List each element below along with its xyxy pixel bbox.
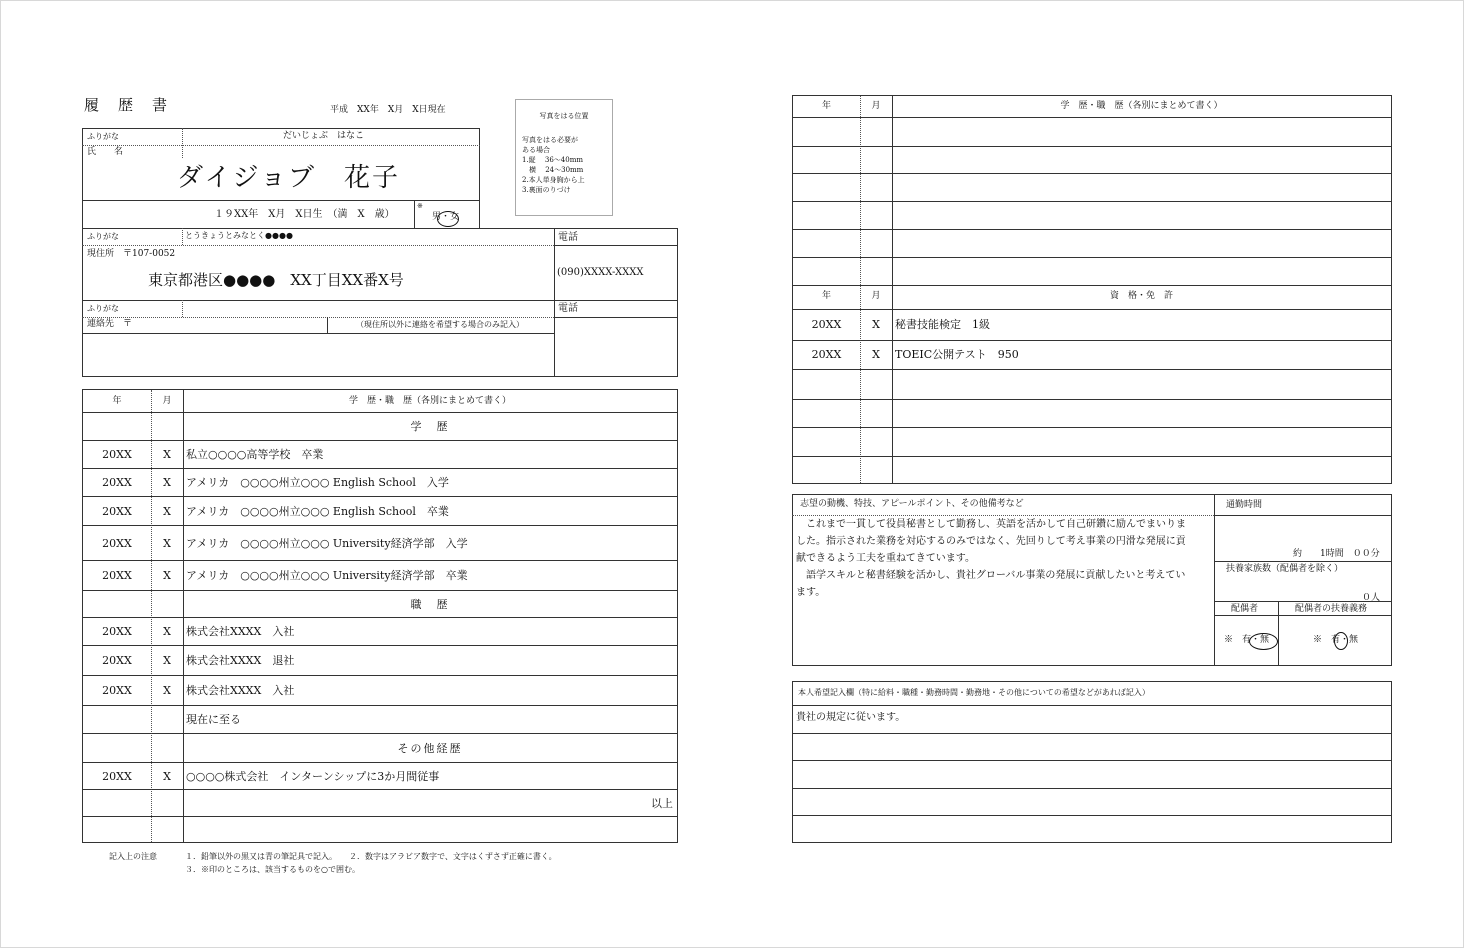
divider xyxy=(554,245,678,246)
row-divider xyxy=(83,762,677,763)
address-furigana-label: ふりがな xyxy=(87,232,119,241)
row-divider xyxy=(793,309,1391,310)
row-divider xyxy=(83,675,677,676)
cell-history: 私立○○○○高等学校 卒業 xyxy=(186,448,324,461)
divider xyxy=(1214,515,1392,516)
row-divider xyxy=(793,456,1391,457)
photo-line: ある場合 xyxy=(522,146,550,154)
row-divider xyxy=(83,733,677,734)
cell-month: X xyxy=(163,769,171,783)
header-month: 月 xyxy=(871,101,881,111)
row-divider xyxy=(83,525,677,526)
motivation-line: 語学スキルと秘書経験を活かし、貴社グローバル事業の発展に貢献したいと考えてい xyxy=(796,570,1186,581)
notes-label: 記入上の注意 xyxy=(109,852,157,861)
row-divider xyxy=(793,117,1391,118)
cell-year: 20XX xyxy=(102,654,132,667)
motivation-line: これまで一貫して役員秘書として勤務し、英語を活かして自己研鑽に励んでまいりま xyxy=(796,519,1186,530)
divider xyxy=(1214,615,1392,616)
cell-license: TOEIC公開テスト 950 xyxy=(895,347,1019,361)
divider xyxy=(182,300,183,317)
cell-year: 20XX xyxy=(811,347,842,361)
divider xyxy=(182,228,183,245)
row-divider xyxy=(83,789,677,790)
row-divider xyxy=(793,146,1391,147)
divider xyxy=(82,317,554,318)
photo-title: 写真をはる位置 xyxy=(539,112,589,120)
contact-furigana-label: ふりがな xyxy=(87,304,119,313)
name-furigana: だいじょぶ はなこ xyxy=(283,131,365,141)
cell-history: 現在に至る xyxy=(186,713,241,726)
cell-month: X xyxy=(163,684,171,697)
photo-line: 写真をはる必要が xyxy=(522,136,578,144)
photo-line: 1.縦 36～40mm xyxy=(522,156,583,164)
header-year: 年 xyxy=(112,396,122,406)
gender: 男・女 xyxy=(432,212,460,222)
row-divider xyxy=(83,560,677,561)
cell-history: 株式会社XXXX 入社 xyxy=(186,625,295,638)
contact-label: 連絡先 〒 xyxy=(87,319,133,329)
wishes-label: 本人希望記入欄（特に給料・職種・勤務時間・勤務地・その他についての希望などがあれば記入） xyxy=(798,688,1150,697)
motivation-line: ます。 xyxy=(796,587,826,598)
row-divider xyxy=(793,760,1391,761)
cell-year: 20XX xyxy=(102,448,132,461)
wishes-block xyxy=(792,681,1392,843)
row-divider xyxy=(793,229,1391,230)
row-divider xyxy=(793,201,1391,202)
cell-month: X xyxy=(163,448,171,461)
motivation-line: した。指示された業務を対応するのみではなく、先回りして考え事業の円滑な発展に貢 xyxy=(796,536,1186,547)
divider xyxy=(414,200,415,229)
row-divider xyxy=(83,412,677,413)
spouse-support-value: ※ 有・無 xyxy=(1313,635,1359,645)
address-value: 東京都港区●●●● XX丁目XX番X号 xyxy=(148,271,404,289)
cell-history: 職 歴 xyxy=(410,597,450,611)
name-label: 氏 名 xyxy=(87,147,124,157)
cell-history: 学 歴 xyxy=(410,420,450,433)
applicant-name: ダイジョブ 花子 xyxy=(177,163,400,193)
divider xyxy=(1214,494,1215,666)
contact-note: （現住所以外に連絡を希望する場合のみ記入） xyxy=(356,320,524,329)
row-divider xyxy=(793,399,1391,400)
divider xyxy=(1214,561,1392,562)
photo-line: 横 24～30mm xyxy=(522,166,584,174)
cell-history: アメリカ ○○○○州立○○○ University経済学部 入学 xyxy=(186,536,468,550)
cell-year: 20XX xyxy=(102,569,132,582)
cell-history: 以上 xyxy=(651,796,673,810)
cell-year: 20XX xyxy=(102,536,132,550)
cell-month: X xyxy=(872,317,880,331)
photo-line: 3.裏面のりづけ xyxy=(522,186,571,194)
date-line: 平成 XX年 X月 X日現在 xyxy=(330,105,446,115)
phone-value: (090)XXXX-XXXX xyxy=(557,267,644,278)
row-divider xyxy=(793,340,1391,341)
address-furigana: とうきょうとみなとく●●●● xyxy=(185,231,293,240)
header-year: 年 xyxy=(821,101,831,111)
address-label: 現住所 〒107-0052 xyxy=(87,249,176,259)
divider xyxy=(892,96,893,483)
divider xyxy=(82,145,480,146)
row-divider xyxy=(793,173,1391,174)
header-month: 月 xyxy=(871,291,881,301)
row-divider xyxy=(793,285,1391,286)
row-divider xyxy=(83,705,677,706)
row-divider xyxy=(793,257,1391,258)
divider xyxy=(327,317,328,333)
notes-line-1: １．鉛筆以外の黒又は青の筆記具で記入。 ２．数字はアラビア数字で、文字はくずさず正確に書く。 xyxy=(185,852,557,861)
cell-month: X xyxy=(163,504,171,518)
row-divider xyxy=(83,468,677,469)
cell-history: ○○○○株式会社 インターンシップに3か月間従事 xyxy=(186,769,440,783)
row-divider xyxy=(793,427,1391,428)
notes-line-2: ３．※印のところは、該当するものを○で囲む。 xyxy=(185,865,360,874)
selection-circle xyxy=(1334,632,1348,650)
history-table-left xyxy=(82,389,678,843)
row-divider xyxy=(83,645,677,646)
cell-month: X xyxy=(163,654,171,667)
row-divider xyxy=(83,617,677,618)
divider xyxy=(860,96,861,483)
cell-history: 株式会社XXXX 退社 xyxy=(186,654,295,667)
spouse-value: ※ 有・無 xyxy=(1224,635,1270,645)
selection-circle xyxy=(1249,633,1278,650)
cell-history: アメリカ ○○○○州立○○○ English School 卒業 xyxy=(186,504,449,518)
commute-label: 通勤時間 xyxy=(1226,500,1263,510)
contact-phone-label: 電話 xyxy=(558,303,578,314)
phone-label: 電話 xyxy=(558,232,578,243)
header-history: 学 歴・職 歴（各別にまとめて書く） xyxy=(1060,101,1223,111)
spouse-label: 配偶者 xyxy=(1231,604,1259,614)
row-divider xyxy=(793,733,1391,734)
cell-month: X xyxy=(163,569,171,582)
birth-date: １９XX年 X月 X日生 （満 X 歳） xyxy=(214,209,395,220)
document-title: 履 歴 書 xyxy=(84,96,170,114)
cell-year: 20XX xyxy=(102,476,132,489)
cell-month: X xyxy=(163,625,171,638)
row-divider xyxy=(793,815,1391,816)
divider xyxy=(182,128,183,158)
history-licenses-table xyxy=(792,95,1392,484)
header-history: 学 歴・職 歴（各別にまとめて書く） xyxy=(348,396,511,406)
cell-month: X xyxy=(163,536,171,550)
row-divider xyxy=(83,440,677,441)
header-year: 年 xyxy=(821,291,831,301)
cell-year: 20XX xyxy=(811,317,842,331)
divider xyxy=(82,200,480,201)
motivation-label: 志望の動機、特技、アピールポイント、その他備考など xyxy=(800,499,1024,509)
cell-history: その他経歴 xyxy=(397,741,463,755)
row-divider xyxy=(793,705,1391,706)
row-divider xyxy=(83,496,677,497)
row-divider xyxy=(793,369,1391,370)
divider xyxy=(82,300,678,301)
cell-year: 20XX xyxy=(102,625,132,638)
name-furigana-label: ふりがな xyxy=(87,132,119,141)
selection-circle xyxy=(437,211,459,227)
header-month: 月 xyxy=(162,396,172,406)
cell-year: 20XX xyxy=(102,684,132,697)
cell-history: アメリカ ○○○○州立○○○ University経済学部 卒業 xyxy=(186,569,468,582)
row-divider xyxy=(83,816,677,817)
divider xyxy=(82,245,554,246)
cell-license: 秘書技能検定 1級 xyxy=(895,317,990,331)
row-divider xyxy=(793,788,1391,789)
spouse-support-label: 配偶者の扶養義務 xyxy=(1295,604,1368,614)
divider xyxy=(554,228,555,377)
cell-month: X xyxy=(872,347,880,361)
row-divider xyxy=(83,590,677,591)
header-licenses: 資 格・免 許 xyxy=(1109,291,1173,301)
dependents-label: 扶養家族数（配偶者を除く） xyxy=(1226,564,1344,574)
wishes-line: 貴社の規定に従います。 xyxy=(796,712,906,723)
divider xyxy=(1278,601,1279,666)
photo-line: 2.本人単身胸から上 xyxy=(522,176,585,184)
divider xyxy=(554,317,678,318)
divider xyxy=(82,333,554,334)
dependents-value: ０人 xyxy=(1362,593,1381,603)
gender-note: ※ xyxy=(417,202,423,210)
motivation-text xyxy=(796,516,1186,601)
divider xyxy=(183,390,184,842)
cell-year: 20XX xyxy=(102,504,132,518)
cell-year: 20XX xyxy=(102,769,132,783)
motivation-line: 献できるよう工夫を重ねてきています。 xyxy=(796,553,975,564)
commute-value: 約 1時間 ００分 xyxy=(1293,549,1380,559)
cell-history: アメリカ ○○○○州立○○○ English School 入学 xyxy=(186,476,449,489)
photo-instructions xyxy=(522,135,585,195)
cell-month: X xyxy=(163,476,171,489)
cell-history: 株式会社XXXX 入社 xyxy=(186,684,295,697)
photo-placeholder xyxy=(515,99,613,216)
